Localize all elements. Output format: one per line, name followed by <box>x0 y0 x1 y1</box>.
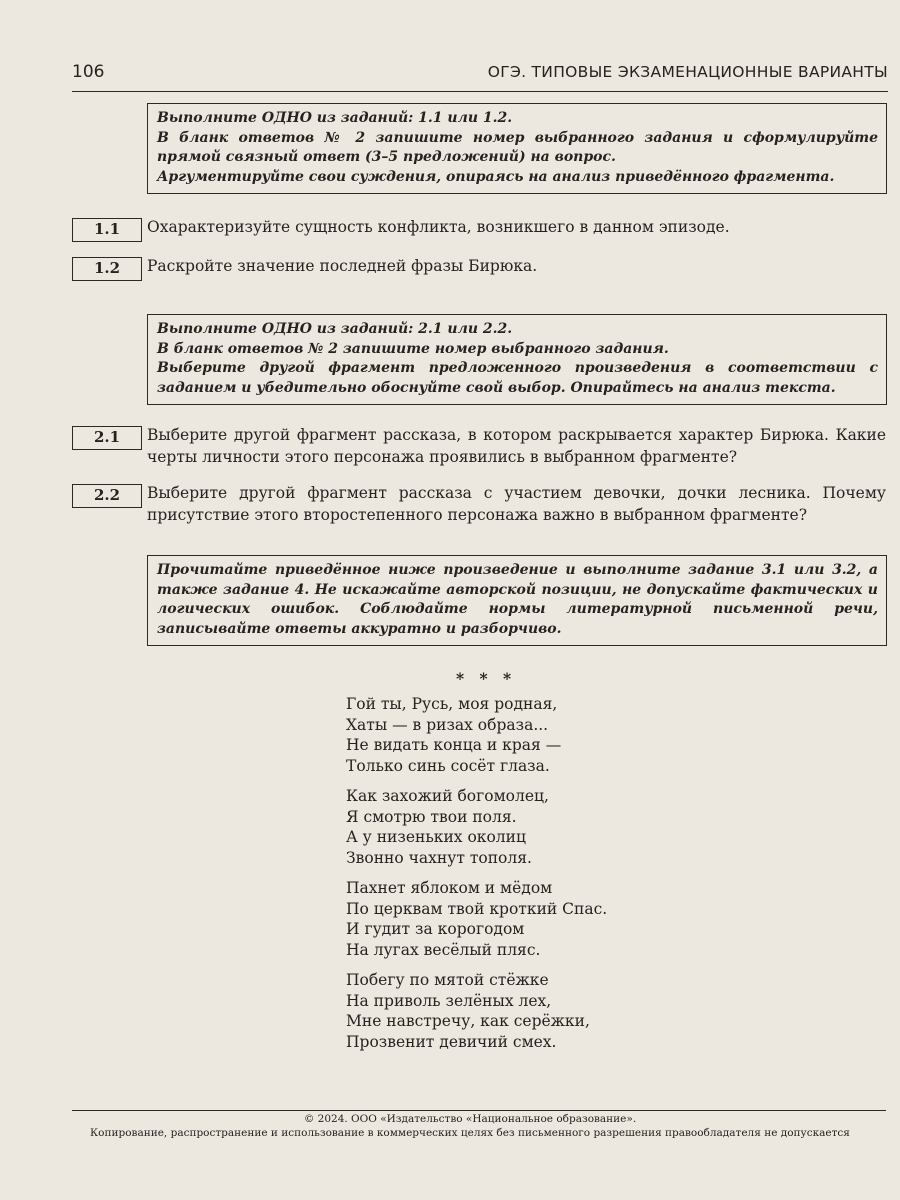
task-item <box>72 424 886 468</box>
task-number: 2.2 <box>72 484 142 508</box>
poem-stanza <box>346 970 746 1052</box>
running-title: ОГЭ. ТИПОВЫЕ ЭКЗАМЕНАЦИОННЫЕ ВАРИАНТЫ <box>487 63 888 81</box>
page-footer <box>60 1112 880 1140</box>
poem-line: Как захожий богомолец, <box>346 787 549 805</box>
page-header <box>72 62 888 90</box>
poem <box>346 668 746 1052</box>
poem-line: Пахнет яблоком и мёдом <box>346 879 553 897</box>
task-number: 2.1 <box>72 426 142 450</box>
instruction-box-1 <box>147 103 887 194</box>
page-number: 106 <box>72 62 105 82</box>
task-text: Раскройте значение последней фразы Бирюка. <box>147 257 538 275</box>
task-item <box>72 255 886 277</box>
instruction-line: В бланк ответов № 2 запишите номер выбранного задания и сформулируйте прямой связный ответ (3–5 предложений) на вопрос. <box>157 129 878 165</box>
instruction-line: В бланк ответов № 2 запишите номер выбранного задания. <box>157 340 669 357</box>
poem-line: Мне навстречу, как серёжки, <box>346 1012 590 1030</box>
header-divider <box>72 91 888 92</box>
poem-line: Звонно чахнут тополя. <box>346 848 532 867</box>
poem-stanza <box>346 878 746 960</box>
poem-line: Только синь сосёт глаза. <box>346 756 550 775</box>
poem-line: Не видать конца и края — <box>346 736 562 754</box>
copyright-line: © 2024. ООО «Издательство «Национальное образование». <box>303 1113 637 1125</box>
poem-stanza <box>346 694 746 776</box>
instruction-line: Прочитайте приведённое ниже произведение и выполните задание 3.1 или 3.2, а также задание 4. Не искажайте авторской позиции, не допускайте фактических и логических ошибок. Соблюдайте нормы литературной письменной речи, записывайте ответы аккуратно и разборчиво. <box>157 562 878 637</box>
instruction-line: Аргументируйте свои суждения, опираясь на анализ приведённого фрагмента. <box>157 168 835 185</box>
instruction-line: Выполните ОДНО из заданий: 2.1 или 2.2. <box>157 321 513 337</box>
poem-line: И гудит за корогодом <box>346 920 525 938</box>
instruction-line: Выберите другой фрагмент предложенного произведения в соответствии с заданием и убедительно обоснуйте свой выбор. Опирайтесь на анализ текста. <box>157 360 878 396</box>
instruction-box-3 <box>147 555 887 646</box>
task-item <box>72 216 886 238</box>
task-item <box>72 482 886 526</box>
poem-stanza <box>346 786 746 868</box>
task-number: 1.1 <box>72 218 142 242</box>
poem-line: Я смотрю твои поля. <box>346 807 517 826</box>
instruction-box-2 <box>147 314 887 405</box>
poem-line: Прозвенит девичий смех. <box>346 1032 557 1051</box>
task-text: Охарактеризуйте сущность конфликта, возникшего в данном эпизоде. <box>147 218 730 236</box>
poem-separator: * * * <box>456 669 517 688</box>
poem-line: А у низеньких околиц <box>346 828 526 846</box>
instruction-line: Выполните ОДНО из заданий: 1.1 или 1.2. <box>157 110 513 126</box>
poem-line: Гой ты, Русь, моя родная, <box>346 695 558 713</box>
task-number: 1.2 <box>72 257 142 281</box>
poem-line: На лугах весёлый пляс. <box>346 940 541 959</box>
poem-line: На приволь зелёных лех, <box>346 991 552 1010</box>
footer-divider <box>72 1110 886 1111</box>
task-text: Выберите другой фрагмент рассказа, в котором раскрывается характер Бирюка. Какие черты личности этого персонажа проявились в выбранном фрагменте? <box>147 426 886 466</box>
copyright-notice: Копирование, распространение и использование в коммерческих целях без письменного разрешения правообладателя не допускается <box>90 1127 850 1139</box>
poem-line: Хаты — в ризах образа... <box>346 715 549 734</box>
poem-line: Побегу по мятой стёжке <box>346 971 549 989</box>
poem-line: По церквам твой кроткий Спас. <box>346 899 608 918</box>
task-text: Выберите другой фрагмент рассказа с участием девочки, дочки лесника. Почему присутствие этого второстепенного персонажа важно в выбранном фрагменте? <box>147 484 886 524</box>
